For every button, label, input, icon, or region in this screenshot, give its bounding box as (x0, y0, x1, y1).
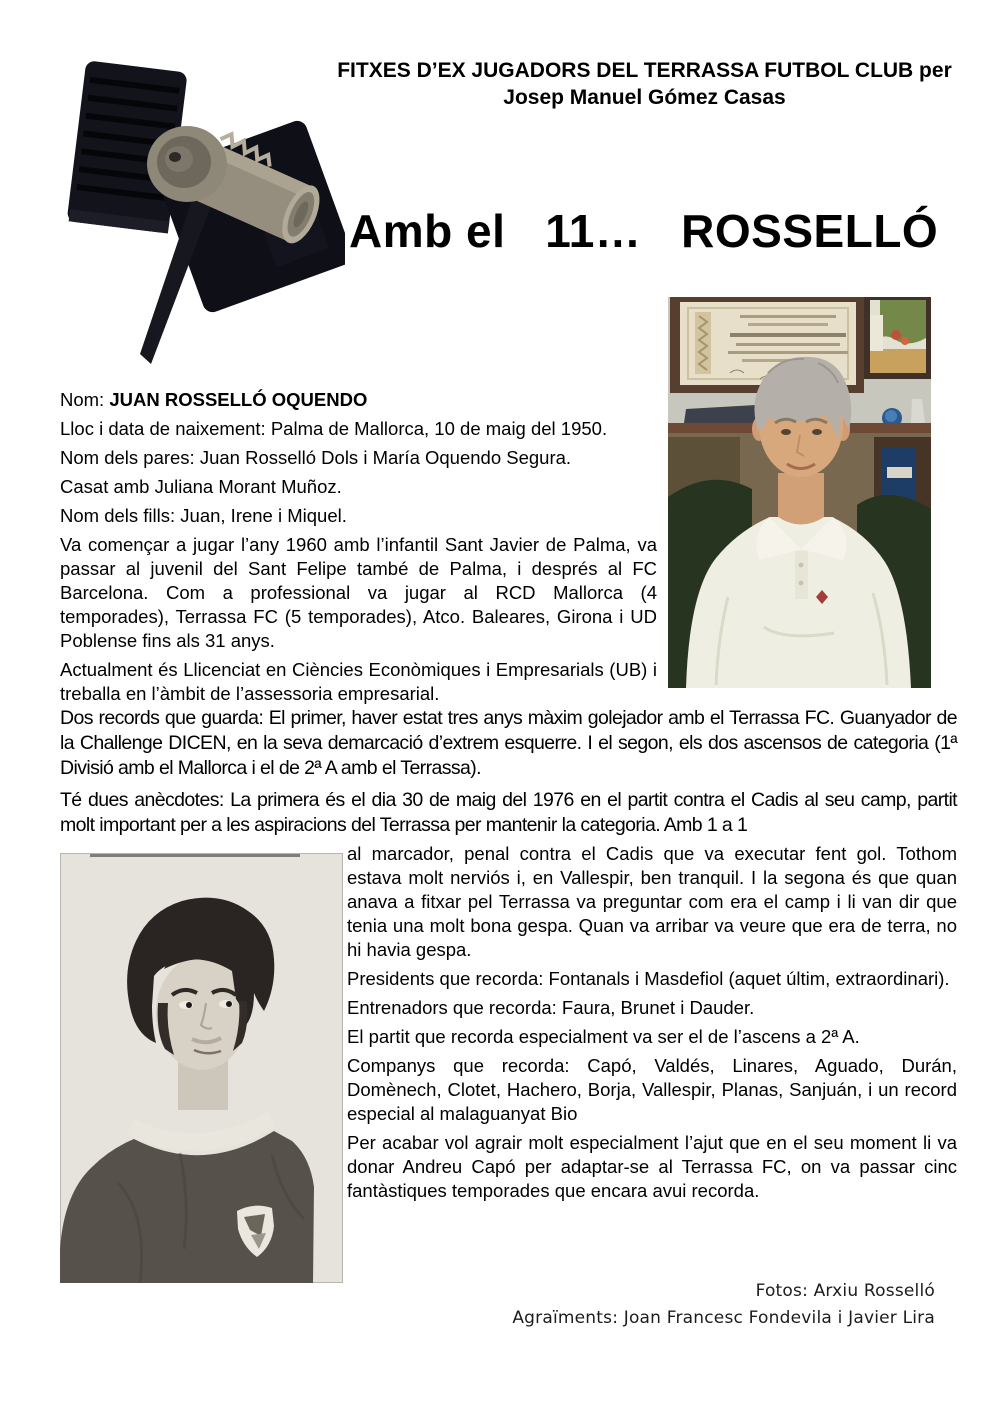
player-photo (60, 853, 343, 1283)
field-pares: Nom dels pares: Juan Rosselló Dols i María Oquendo Segura. (60, 447, 572, 468)
footer (512, 1278, 935, 1332)
portrait-photo-illustration (668, 297, 931, 688)
presidents-paragraph: Presidents que recorda: Fontanals i Masdefiol (aquet últim, extraordinari). (347, 968, 950, 989)
header-title: FITXES D’EX JUGADORS DEL TERRASSA FUTBOL CLUB per (337, 59, 952, 82)
header (322, 57, 967, 111)
header-byline: Josep Manuel Gómez Casas (503, 86, 786, 109)
page-title: Amb el 11… ROSSELLÓ (349, 205, 939, 257)
footer-agraiments: Agraïments: Joan Francesc Fondevila i Javier Lira (512, 1308, 935, 1328)
entrenadors-paragraph: Entrenadors que recorda: Faura, Brunet i Dauder. (347, 997, 755, 1018)
anecdote-continuation-paragraph: al marcador, penal contra el Cadis que va executar fent gol. Tothom estava molt nerviós i, en Vallespir, ben tranquil. I la segona és que quan anava a fitxar pel Terrassa va preguntar com era el camp i li van dir que tenia una molt bona gespa. Quan va arribar va veure que era de terra, no hi havia gespa. (347, 843, 957, 960)
agraiment-paragraph: Per acabar vol agrair molt especialment l’ajut que en el seu moment li va donar Andreu Capó per adaptar-se al Terrassa FC, on va passar cinc fantàstiques temporades que encara avui recorda. (347, 1132, 957, 1201)
camera-photo-illustration (58, 58, 345, 370)
anecdotes-paragraph: Té dues anècdotes: La primera és el dia 30 de maig del 1976 en el partit contra el Cadis al seu camp, partit molt important per a les aspiracions del Terrassa per mantenir la categoria. Amb 1 a 1 (60, 789, 957, 836)
field-casat: Casat amb Juliana Morant Muñoz. (60, 476, 342, 497)
field-nom-label: Nom: (60, 389, 110, 410)
player-photo-illustration (60, 853, 343, 1283)
portrait-photo (668, 297, 931, 688)
partit-paragraph: El partit que recorda especialment va ser el de l’ascens a 2ª A. (347, 1026, 860, 1047)
records-section (60, 706, 957, 845)
records-paragraph: Dos records que guarda: El primer, haver estat tres anys màxim golejador amb el Terrassa FC. Guanyador de la Challenge DICEN, en la seva demarcació d’extrem esquerre. I el segon, els dos ascensos de categoria (1ª Divisió amb el Mallorca i el de 2ª A amb el Terrassa). (60, 707, 957, 779)
companys-paragraph: Companys que recorda: Capó, Valdés, Linares, Aguado, Durán, Domènech, Clotet, Hachero, Borja, Vallespir, Planas, Sanjuán, i un record especial al malaguanyat Bio (347, 1055, 957, 1124)
field-nom-value: JUAN ROSSELLÓ OQUENDO (109, 389, 368, 410)
field-lloc-naixement: Lloc i data de naixement: Palma de Mallorca, 10 de maig del 1950. (60, 418, 608, 439)
footer-fotos: Fotos: Arxiu Rosselló (755, 1281, 935, 1301)
bio-current-paragraph: Actualment és Llicenciat en Ciències Econòmiques i Empresarials (UB) i treballa en l’àmbit de l’assessoria empresarial. (60, 659, 657, 704)
field-fills: Nom dels fills: Juan, Irene i Miquel. (60, 505, 347, 526)
camera-photo (58, 58, 345, 370)
bio-career-paragraph: Va començar a jugar l’any 1960 amb l’infantil Sant Javier de Palma, va passar al juvenil del Sant Felipe també de Palma, i després al FC Barcelona. Com a professional va jugar al RCD Mallorca (4 temporades), Terrassa FC (5 temporades), Atco. Baleares, Girona i UD Poblense fins als 31 anys. (60, 534, 657, 651)
profile-section (60, 388, 657, 711)
memories-section (60, 842, 957, 1289)
field-nom (60, 388, 657, 412)
